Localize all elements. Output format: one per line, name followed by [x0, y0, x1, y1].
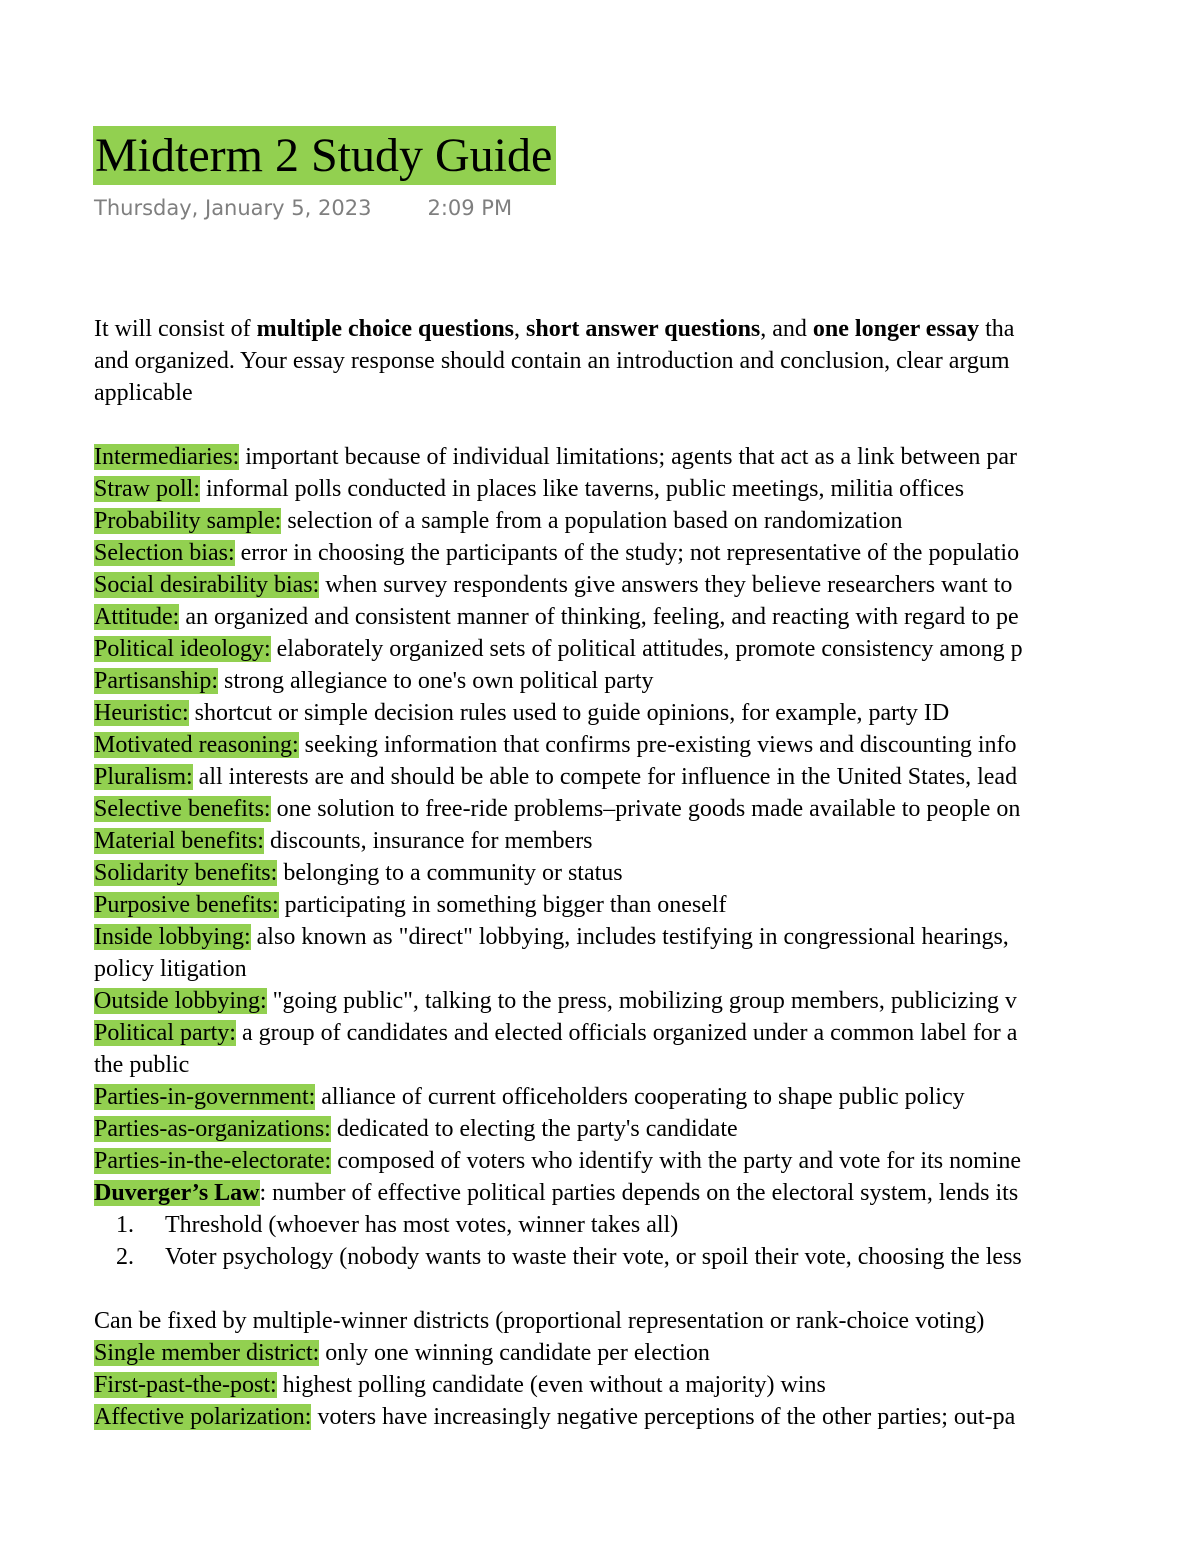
- spacer: [94, 1273, 1200, 1305]
- list-item: [94, 1209, 1200, 1241]
- definition-line: [94, 1145, 1200, 1177]
- definition-line: [94, 601, 1200, 633]
- definition-line: [94, 1017, 1200, 1049]
- term-label: Single member district:: [94, 1340, 320, 1366]
- definition-line: [94, 729, 1200, 761]
- term-definition: selection of a sample from a population based on randomization: [281, 508, 903, 534]
- term-label: Intermediaries:: [94, 444, 240, 470]
- intro-line-1: [94, 313, 1200, 345]
- term-definition: strong allegiance to one's own political party: [218, 668, 654, 694]
- document-body: [94, 313, 1200, 1433]
- intro-text: tha: [979, 316, 1015, 342]
- term-label: Pluralism:: [94, 764, 193, 790]
- page-title: Midterm 2 Study Guide: [93, 126, 556, 185]
- term-definition: belonging to a community or status: [277, 860, 623, 886]
- definition-line: [94, 985, 1200, 1017]
- definition-continuation: the public: [94, 1052, 190, 1078]
- term-label: Parties-in-government:: [94, 1084, 316, 1110]
- term-label: Partisanship:: [94, 668, 218, 694]
- term-definition: composed of voters who identify with the party and vote for its nomine: [331, 1148, 1022, 1174]
- term-label: Social desirability bias:: [94, 572, 320, 598]
- definition-line: [94, 761, 1200, 793]
- intro-text: , and: [760, 316, 813, 342]
- definition-line: [94, 1113, 1200, 1145]
- definitions-list: [94, 441, 1200, 1433]
- note-time: 2:09 PM: [427, 196, 513, 220]
- term-label: Parties-as-organizations:: [94, 1116, 331, 1142]
- definition-line: [94, 1337, 1200, 1369]
- term-label: Straw poll:: [94, 476, 200, 502]
- term-definition: voters have increasingly negative perceptions of the other parties; out-pa: [311, 1404, 1016, 1430]
- terms-group: [94, 1337, 1200, 1433]
- term-definition: "going public", talking to the press, mobilizing group members, publicizing v: [266, 988, 1017, 1014]
- intro-line-2: and organized. Your essay response should contain an introduction and conclusion, clear argum: [94, 348, 1010, 374]
- terms-group: [94, 1081, 1200, 1177]
- term-definition: only one winning candidate per election: [319, 1340, 710, 1366]
- term-definition: an organized and consistent manner of thinking, feeling, and reacting with regard to pe: [179, 604, 1019, 630]
- term-label: Affective polarization:: [94, 1404, 312, 1430]
- fixed-by-line: Can be fixed by multiple-winner districts (proportional representation or rank-choice voting): [94, 1308, 985, 1334]
- term-definition: when survey respondents give answers they believe researchers want to: [319, 572, 1013, 598]
- intro-bold-sa: short answer questions: [526, 316, 761, 342]
- definition-line: [94, 441, 1200, 473]
- term-definition: participating in something bigger than oneself: [278, 892, 727, 918]
- definition-line: [94, 857, 1200, 889]
- term-label: Probability sample:: [94, 508, 282, 534]
- definition-line: [94, 1369, 1200, 1401]
- term-definition: a group of candidates and elected officials organized under a common label for a: [235, 1020, 1018, 1046]
- list-item: [94, 1241, 1200, 1273]
- term-label: Political party:: [94, 1020, 236, 1046]
- term-label: Selective benefits:: [94, 796, 271, 822]
- term-definition: shortcut or simple decision rules used to guide opinions, for example, party ID: [188, 700, 950, 726]
- term-definition: important because of individual limitations; agents that act as a link between par: [239, 444, 1018, 470]
- term-label: Purposive benefits:: [94, 892, 279, 918]
- terms-group: [94, 441, 1200, 953]
- term-definition: also known as "direct" lobbying, includes testifying in congressional hearings,: [250, 924, 1009, 950]
- definition-line: [94, 793, 1200, 825]
- term-label: Motivated reasoning:: [94, 732, 299, 758]
- definition-line: [94, 889, 1200, 921]
- term-definition: highest polling candidate (even without a majority) wins: [276, 1372, 826, 1398]
- list-number: 2.: [116, 1244, 134, 1270]
- definition-line: [94, 537, 1200, 569]
- term-label: Material benefits:: [94, 828, 264, 854]
- term-definition: seeking information that confirms pre-existing views and discounting info: [298, 732, 1017, 758]
- intro-paragraph: [94, 313, 1200, 409]
- definition-line: [94, 473, 1200, 505]
- term-label: Political ideology:: [94, 636, 271, 662]
- definition-line: [94, 1081, 1200, 1113]
- definition-line-duverger: [94, 1177, 1200, 1209]
- numbered-list: [94, 1209, 1200, 1273]
- intro-bold-mc: multiple choice questions: [256, 316, 514, 342]
- term-label: Inside lobbying:: [94, 924, 251, 950]
- list-number: 1.: [116, 1212, 134, 1238]
- intro-text: It will consist of: [94, 316, 257, 342]
- term-label: Solidarity benefits:: [94, 860, 278, 886]
- definition-line: [94, 921, 1200, 953]
- intro-line-3: applicable: [94, 380, 193, 406]
- term-definition: alliance of current officeholders cooperating to shape public policy: [315, 1084, 965, 1110]
- term-definition: all interests are and should be able to compete for influence in the United States, lead: [192, 764, 1018, 790]
- definition-line: [94, 665, 1200, 697]
- list-text: Threshold (whoever has most votes, winner takes all): [165, 1212, 679, 1238]
- term-definition: dedicated to electing the party's candidate: [330, 1116, 738, 1142]
- term-label: Parties-in-the-electorate:: [94, 1148, 332, 1174]
- term-definition: error in choosing the participants of the study; not representative of the populatio: [234, 540, 1020, 566]
- spacer: [94, 409, 1200, 441]
- intro-text: ,: [514, 316, 526, 342]
- definition-line: [94, 505, 1200, 537]
- term-label: Selection bias:: [94, 540, 235, 566]
- definition-line: [94, 825, 1200, 857]
- term-label: First-past-the-post:: [94, 1372, 277, 1398]
- term-definition: : number of effective political parties depends on the electoral system, lends its: [259, 1180, 1019, 1206]
- intro-bold-essay: one longer essay: [812, 316, 980, 342]
- definition-continuation: policy litigation: [94, 956, 247, 982]
- definition-line: [94, 697, 1200, 729]
- page-cutoff: [0, 1437, 1200, 1553]
- definition-line: [94, 1401, 1200, 1433]
- term-definition: discounts, insurance for members: [263, 828, 593, 854]
- terms-group: [94, 985, 1200, 1049]
- list-text: Voter psychology (nobody wants to waste their vote, or spoil their vote, choosing the less: [165, 1244, 1022, 1270]
- term-label: Heuristic:: [94, 700, 189, 726]
- definition-line: [94, 569, 1200, 601]
- term-label: Duverger’s Law: [94, 1180, 260, 1206]
- note-dateline: [94, 194, 512, 222]
- definition-line: [94, 633, 1200, 665]
- term-label: Attitude:: [94, 604, 180, 630]
- term-definition: informal polls conducted in places like taverns, public meetings, militia offices: [200, 476, 965, 502]
- note-date: Thursday, January 5, 2023: [94, 196, 372, 220]
- term-label: Outside lobbying:: [94, 988, 267, 1014]
- term-definition: one solution to free-ride problems–private goods made available to people on: [270, 796, 1021, 822]
- term-definition: elaborately organized sets of political attitudes, promote consistency among p: [270, 636, 1023, 662]
